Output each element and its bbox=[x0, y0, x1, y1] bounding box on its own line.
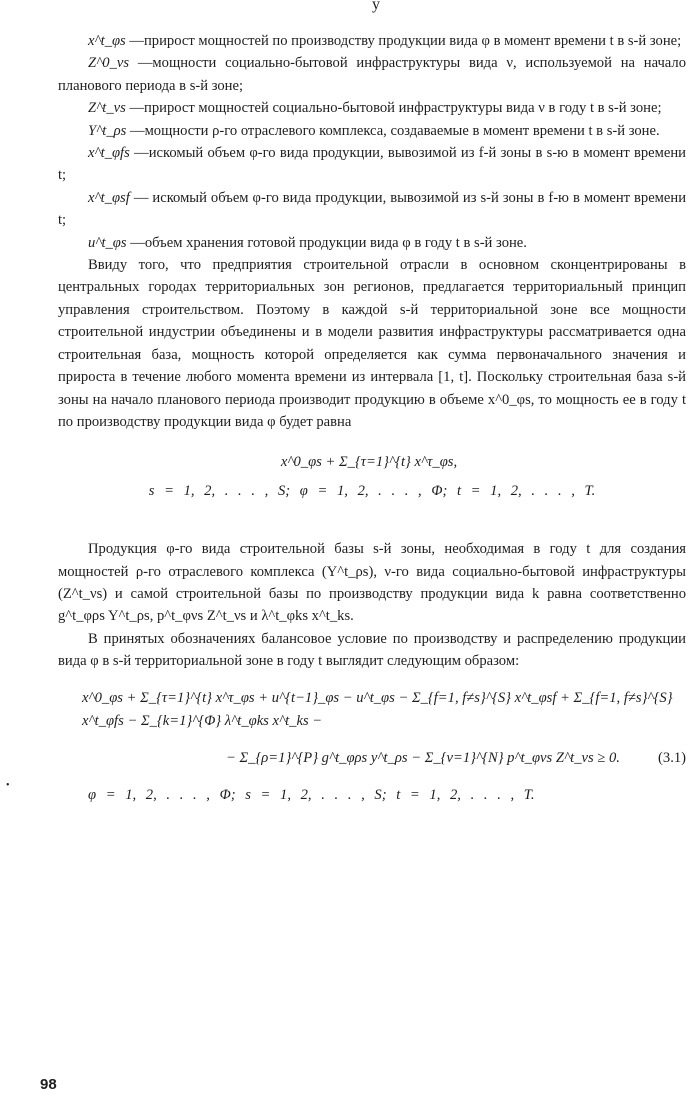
definition-text: —объем хранения готовой продукции вида φ в году t в s-й зоне. bbox=[130, 234, 527, 251]
definition-4 bbox=[58, 120, 686, 142]
balance-formula-conditions: φ = 1, 2, . . . , Φ; s = 1, 2, . . . , S; t = 1, 2, . . . , T. bbox=[88, 786, 535, 803]
definition-5 bbox=[58, 142, 686, 187]
definition-symbol: Y^t_ρs bbox=[88, 122, 127, 139]
definition-symbol: Z^t_νs bbox=[88, 100, 126, 117]
page-body bbox=[58, 30, 686, 806]
definition-symbol: x^t_φsf bbox=[88, 189, 130, 206]
definition-text: —искомый объем φ-го вида продукции, вывозимой из f-й зоны в s-ю в момент времени t; bbox=[58, 145, 686, 184]
capacity-formula-conditions: s = 1, 2, . . . , S; φ = 1, 2, . . . , Φ; t = 1, 2, . . . , T. bbox=[148, 482, 596, 499]
definition-symbol: x^t_φs bbox=[88, 33, 126, 49]
balance-formula-line-1: x^0_φs + Σ_{τ=1}^{t} x^τ_φs + u^{t−1}_φs − u^t_φs − Σ_{f=1, f≠s}^{S} x^t_φsf + Σ_{f=1, f≠s}^{S} x^t_φfs − Σ_{k=1}^{Φ} λ^t_φks x^t_ks − bbox=[82, 690, 673, 729]
definition-text: — искомый объем φ-го вида продукции, вывозимой из s-й зоны в f-ю в момент времени t; bbox=[58, 189, 686, 229]
equation-number: (3.1) bbox=[658, 749, 686, 766]
page-number: 98 bbox=[40, 1076, 57, 1093]
definition-6 bbox=[58, 187, 686, 232]
definition-2 bbox=[58, 52, 686, 97]
paragraph-1: Ввиду того, что предприятия строительной отрасли в основном сконцентрированы в центральных городах территориальных зон регионов, предлагается территориальный принцип управления строительством. Поэтому в каждой s-й территориальной зоне все мощности строительной индустрии объединены и в модели развития инфраструктуры рассматривается одна строительная база, мощность которой определяется как сумма первоначального значения и прироста в течение любого момента времени из интервала [1, t]. Поскольку строительная база s-й зоны на начало планового периода производит продукцию в объеме x^0_φs, то мощность ее в году t по производству продукции вида φ будет равна bbox=[58, 257, 686, 430]
paragraph-3: В принятых обозначениях балансовое условие по производству и распределению продукции вида φ в s-й территориальной зоне в году t выглядит следующим образом: bbox=[58, 630, 686, 670]
definition-symbol: x^t_φfs bbox=[88, 145, 130, 162]
definition-text: —мощности ρ-го отраслевого комплекса, создаваемые в момент времени t в s-й зоне. bbox=[129, 122, 660, 139]
definition-7 bbox=[58, 232, 686, 254]
definition-symbol: u^t_φs bbox=[88, 234, 127, 251]
balance-formula bbox=[58, 687, 686, 806]
definition-text: —мощности социально-бытовой инфраструктуры вида ν, используемой на начало планового периода в s-й зоне; bbox=[58, 55, 686, 94]
definition-text: —прирост мощностей по производству продукции вида φ в момент времени t в s-й зоне; bbox=[129, 33, 682, 49]
balance-formula-line-2-expr: − Σ_{ρ=1}^{P} g^t_φρs y^t_ρs − Σ_{ν=1}^{N} p^t_φνs Z^t_νs ≥ 0. bbox=[226, 749, 620, 766]
definition-symbol: Z^0_νs bbox=[88, 55, 130, 72]
definition-text: —прирост мощностей социально-бытовой инфраструктуры вида ν в году t в s-й зоне; bbox=[129, 100, 662, 117]
balance-formula-line-2 bbox=[226, 747, 686, 769]
stray-mark: • bbox=[6, 780, 10, 791]
page-top-mark: у bbox=[372, 0, 380, 13]
definition-3 bbox=[58, 97, 686, 119]
definition-1 bbox=[58, 30, 686, 52]
paragraph-2: Продукция φ-го вида строительной базы s-й зоны, необходимая в году t для создания мощностей ρ-го отраслевого комплекса (Y^t_ρs), ν-го вида социально-бытовой инфраструктуры (Z^t_νs) и самой строительной базы по производству продукции вида k равна соответственно g^t_φρs Y^t_ρs, p^t_φνs Z^t_νs и λ^t_φks x^t_ks. bbox=[58, 541, 686, 625]
capacity-formula: x^0_φs + Σ_{τ=1}^{t} x^τ_φs, bbox=[280, 454, 458, 471]
